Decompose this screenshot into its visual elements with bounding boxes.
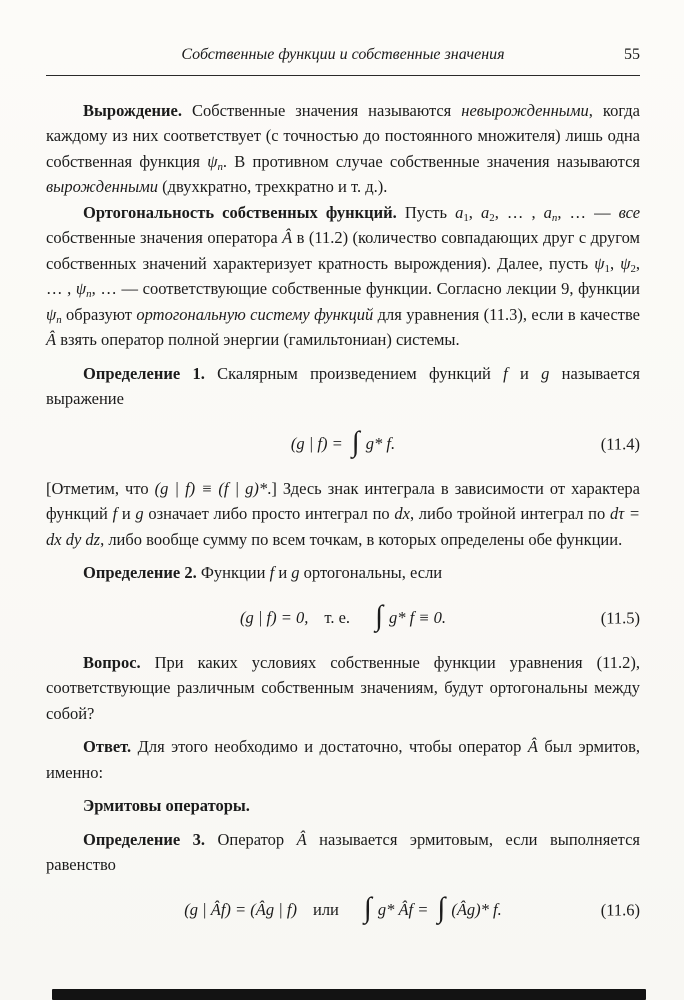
subscript-index: 2 [489,211,495,224]
lead-term-definition-1: Определение 1. [83,363,205,383]
text-run: собственные значения оператора [46,228,283,247]
text-run: Для этого необходимо и достаточно, чтобы оператор [131,737,528,756]
text-run: , … — [557,202,619,222]
math-symbol-f: f [112,504,118,523]
text-run: Пусть [396,202,456,222]
math-rhs: (Âg)* f. [451,899,502,919]
integral-sign: ∫ [375,600,384,632]
text-run: называется эрмитовым, если выполняется равенство [46,829,640,874]
math-symbol-psi: ψ [75,279,87,298]
page-number: 55 [624,46,640,63]
paragraph-definition-1 [46,361,640,412]
math-operator-A-hat: Â [282,228,293,247]
text-run: Оператор [205,829,297,849]
math-symbol-a: a [543,202,552,222]
equation-number: (11.6) [600,899,640,919]
subscript-index: n [56,313,62,326]
math-operator-A-hat: Â [296,829,307,849]
lead-term-orthogonality: Ортогональность собственных функций. [83,202,397,222]
paragraph-definition-2 [46,560,640,586]
lead-term-answer: Ответ. [83,737,132,756]
emphasis-italic: вырожденными [46,177,158,196]
subscript-index: n [217,160,223,173]
text-run: взять оператор полной энергии (гамильтониан) системы. [56,330,460,349]
paragraph-orthogonality [46,200,640,353]
text-run: и [274,563,292,582]
equation-number: (11.4) [600,433,640,453]
text-run: , либо тройной интеграл по [409,504,610,523]
equation-11-4 [46,424,640,464]
text-run: , … , [46,253,641,298]
math-lhs: (g | f) = 0, [240,607,309,627]
text-run: Скалярным произведением функций [204,363,504,383]
paragraph-definition-3 [46,827,640,878]
math-lhs: (g | f) = [290,433,343,453]
text-run: и [507,363,542,383]
integral-sign: ∫ [351,426,360,458]
paragraph-note [46,476,640,553]
subscript-index: 1 [463,211,469,224]
equation-11-6 [46,890,640,930]
subscript-index: 1 [604,262,610,275]
scan-artifact-bar [52,989,646,1000]
text-run: для уравнения (11.3), если в качестве [373,304,640,324]
math-symbol-psi: ψ [620,253,631,273]
text-run: означает либо просто интеграл по [143,504,395,523]
lead-term-question: Вопрос. [83,652,141,672]
text-run: , … , [494,202,544,222]
equation-body [240,600,446,632]
text-run: , когда каждому из них соответствует (с точностью до постоянного множителя) лишь одна собственная функция [46,100,640,171]
text-run: , либо вообще сумму по всем точкам, в которых определены обе функции. [100,529,623,549]
math-operator-A-hat: Â [527,737,538,756]
text-run: . В противном случае собственные значения называются [222,151,640,171]
equation-body [184,892,502,924]
section-heading-text: Эрмитовы операторы. [83,796,250,815]
page-body [46,98,640,930]
math-rhs: g* f ≡ 0. [389,607,446,627]
text-run: При каких условиях собственные функции уравнения (11.2), соответствующие различным собственным значениям, будут ортогональны между собой? [46,652,640,723]
lead-term-definition-2: Определение 2. [83,563,197,582]
subscript-index: 2 [630,262,636,275]
math-symbol-psi: ψ [594,253,605,273]
text-run: (двухкратно, трехкратно и т. д.). [157,177,388,196]
text-run: .] Здесь знак интеграла в зависимости от характера функций [46,478,640,523]
math-symbol-a: a [455,202,464,222]
math-inline-expression: dτ = dx dy dz [46,504,640,549]
equation-connector: или [312,899,339,919]
emphasis-italic: невырожденными [461,100,589,120]
math-symbol-a: a [481,202,490,222]
page-header [46,42,640,76]
math-rhs: g* f. [365,433,396,453]
equation-number: (11.5) [600,607,640,627]
subscript-index: n [86,288,92,301]
math-mid: g* Âf = [377,899,429,919]
paragraph-degeneration [46,98,640,200]
text-run: образуют [61,304,137,324]
paragraph-answer [46,734,640,785]
integral-sign: ∫ [437,892,446,924]
text-run: был эрмитов, именно: [46,737,640,782]
text-run: , … — [91,279,143,298]
math-symbol-psi: ψ [46,304,57,324]
math-symbol-f: f [269,563,275,582]
heading-hermitian-operators [46,793,640,819]
math-symbol-g: g [135,504,144,523]
text-run: называется выражение [46,363,640,408]
running-title: Собственные функции и собственные значения [181,46,505,63]
text-run: [Отметим, что [46,478,155,498]
math-symbol-dx: dx [394,504,410,523]
subscript-index: n [551,211,558,224]
lead-term-definition-3: Определение 3. [83,829,206,849]
text-run: Собственные значения называются [182,100,462,120]
math-symbol-g: g [541,363,550,383]
equation-connector: т. е. [324,607,351,627]
math-symbol-f: f [503,363,508,383]
integral-sign: ∫ [363,892,372,924]
math-lhs: (g | Âf) = (Âg | f) [184,899,297,919]
text-run: , [609,253,621,273]
math-symbol-g: g [291,563,300,582]
equation-body [290,426,396,458]
math-operator-A-hat: Â [46,330,57,349]
text-run: , [468,202,481,222]
lead-term-degeneration: Вырождение. [83,100,182,120]
text-run: и [117,504,136,523]
text-run: соответствующие собственные функции. Согласно лекции 9, функции [142,279,641,298]
text-run: ортогональны, если [299,563,443,582]
math-inline-expression: (g | f) ≡ (f | g)* [154,478,268,498]
text-run: Функции [196,563,270,582]
paragraph-question [46,650,640,727]
math-symbol-psi: ψ [207,151,218,171]
emphasis-italic: все [618,202,641,222]
text-run: в (11.2) (количество совпадающих друг с другом собственных значений характеризует кратность вырождения). Далее, пусть [46,228,640,273]
equation-11-5 [46,598,640,638]
emphasis-italic: ортогональную систему функций [136,304,374,324]
